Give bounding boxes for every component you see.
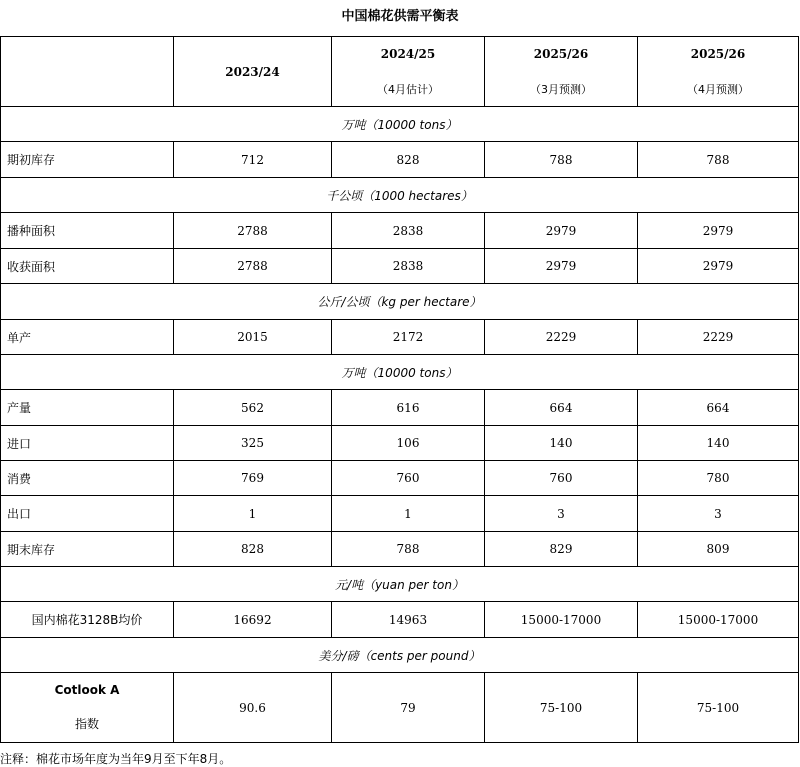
- cell-value: 79: [332, 673, 485, 743]
- header-corner-cell: [1, 37, 174, 107]
- cell-value: 2229: [485, 320, 638, 355]
- header-year: 2023/24: [225, 64, 280, 79]
- cell-value: 325: [174, 426, 332, 461]
- row-label-line: Cotlook A: [54, 683, 120, 697]
- header-sub: （3月预测）: [530, 82, 592, 96]
- cell-value: 3: [485, 496, 638, 532]
- row-label: 产量: [1, 390, 174, 426]
- cell-value: 829: [485, 532, 638, 567]
- unit-label: 美分/磅（cents per pound）: [1, 638, 799, 673]
- cell-value: 2979: [485, 213, 638, 249]
- table-row: [1, 532, 799, 567]
- cell-value: 1: [332, 496, 485, 532]
- cell-value: 664: [485, 390, 638, 426]
- unit-row: [1, 284, 799, 320]
- cell-value: 788: [332, 532, 485, 567]
- cell-value: 15000-17000: [485, 602, 638, 638]
- unit-row: [1, 107, 799, 142]
- table-row: [1, 426, 799, 461]
- cell-value: 780: [638, 461, 799, 496]
- cell-value: 760: [485, 461, 638, 496]
- unit-label: 公斤/公顷（kg per hectare）: [1, 284, 799, 320]
- unit-label: 万吨（10000 tons）: [1, 107, 799, 142]
- row-label: 播种面积: [1, 213, 174, 249]
- cell-value: 15000-17000: [638, 602, 799, 638]
- cell-value: 2229: [638, 320, 799, 355]
- cell-value: 664: [638, 390, 799, 426]
- cell-value: 562: [174, 390, 332, 426]
- cell-value: 1: [174, 496, 332, 532]
- table-row: [1, 249, 799, 284]
- balance-table: [0, 36, 799, 743]
- header-sub: （4月预测）: [687, 82, 749, 96]
- header-col-4: [638, 37, 799, 107]
- cell-value: 3: [638, 496, 799, 532]
- header-row: [1, 37, 799, 107]
- header-year: 2025/26: [533, 46, 589, 61]
- table-row: [1, 142, 799, 178]
- row-label: 期初库存: [1, 142, 174, 178]
- unit-row: [1, 638, 799, 673]
- row-label: 进口: [1, 426, 174, 461]
- cell-value: 2979: [485, 249, 638, 284]
- cell-value: 2838: [332, 249, 485, 284]
- cell-value: 769: [174, 461, 332, 496]
- cell-value: 2838: [332, 213, 485, 249]
- row-label: 消费: [1, 461, 174, 496]
- row-label: 出口: [1, 496, 174, 532]
- cell-value: 809: [638, 532, 799, 567]
- row-label: 国内棉花3128B均价: [1, 602, 174, 638]
- header-col-1: [174, 37, 332, 107]
- cell-value: 75-100: [638, 673, 799, 743]
- header-col-2: [332, 37, 485, 107]
- row-label-cotlook: [1, 673, 174, 743]
- footnote: 注释：棉花市场年度为当年9月至下年8月。: [0, 752, 232, 766]
- table-row: [1, 390, 799, 426]
- row-label: 期末库存: [1, 532, 174, 567]
- cell-value: 788: [485, 142, 638, 178]
- cell-value: 2015: [174, 320, 332, 355]
- unit-row: [1, 567, 799, 602]
- table-title: 中国棉花供需平衡表: [341, 9, 459, 24]
- cell-value: 14963: [332, 602, 485, 638]
- cell-value: 140: [485, 426, 638, 461]
- table-row: [1, 320, 799, 355]
- cell-value: 828: [174, 532, 332, 567]
- table-row: [1, 673, 799, 743]
- cell-value: 75-100: [485, 673, 638, 743]
- cell-value: 106: [332, 426, 485, 461]
- header-sub: （4月估计）: [377, 82, 439, 96]
- unit-row: [1, 178, 799, 213]
- cell-value: 2172: [332, 320, 485, 355]
- cell-value: 2788: [174, 213, 332, 249]
- unit-row: [1, 355, 799, 390]
- header-col-3: [485, 37, 638, 107]
- cell-value: 90.6: [174, 673, 332, 743]
- table-row: [1, 461, 799, 496]
- cell-value: 788: [638, 142, 799, 178]
- header-year: 2025/26: [690, 46, 746, 61]
- cell-value: 16692: [174, 602, 332, 638]
- row-label: 单产: [1, 320, 174, 355]
- table-row: [1, 496, 799, 532]
- cell-value: 2979: [638, 249, 799, 284]
- cell-value: 616: [332, 390, 485, 426]
- cell-value: 2979: [638, 213, 799, 249]
- row-label: 收获面积: [1, 249, 174, 284]
- unit-label: 元/吨（yuan per ton）: [1, 567, 799, 602]
- cell-value: 140: [638, 426, 799, 461]
- table-row: [1, 602, 799, 638]
- row-label-line: 指数: [74, 717, 99, 731]
- cell-value: 712: [174, 142, 332, 178]
- cell-value: 828: [332, 142, 485, 178]
- unit-label: 千公顷（1000 hectares）: [1, 178, 799, 213]
- cell-value: 760: [332, 461, 485, 496]
- cell-value: 2788: [174, 249, 332, 284]
- header-year: 2024/25: [380, 46, 436, 61]
- table-row: [1, 213, 799, 249]
- unit-label: 万吨（10000 tons）: [1, 355, 799, 390]
